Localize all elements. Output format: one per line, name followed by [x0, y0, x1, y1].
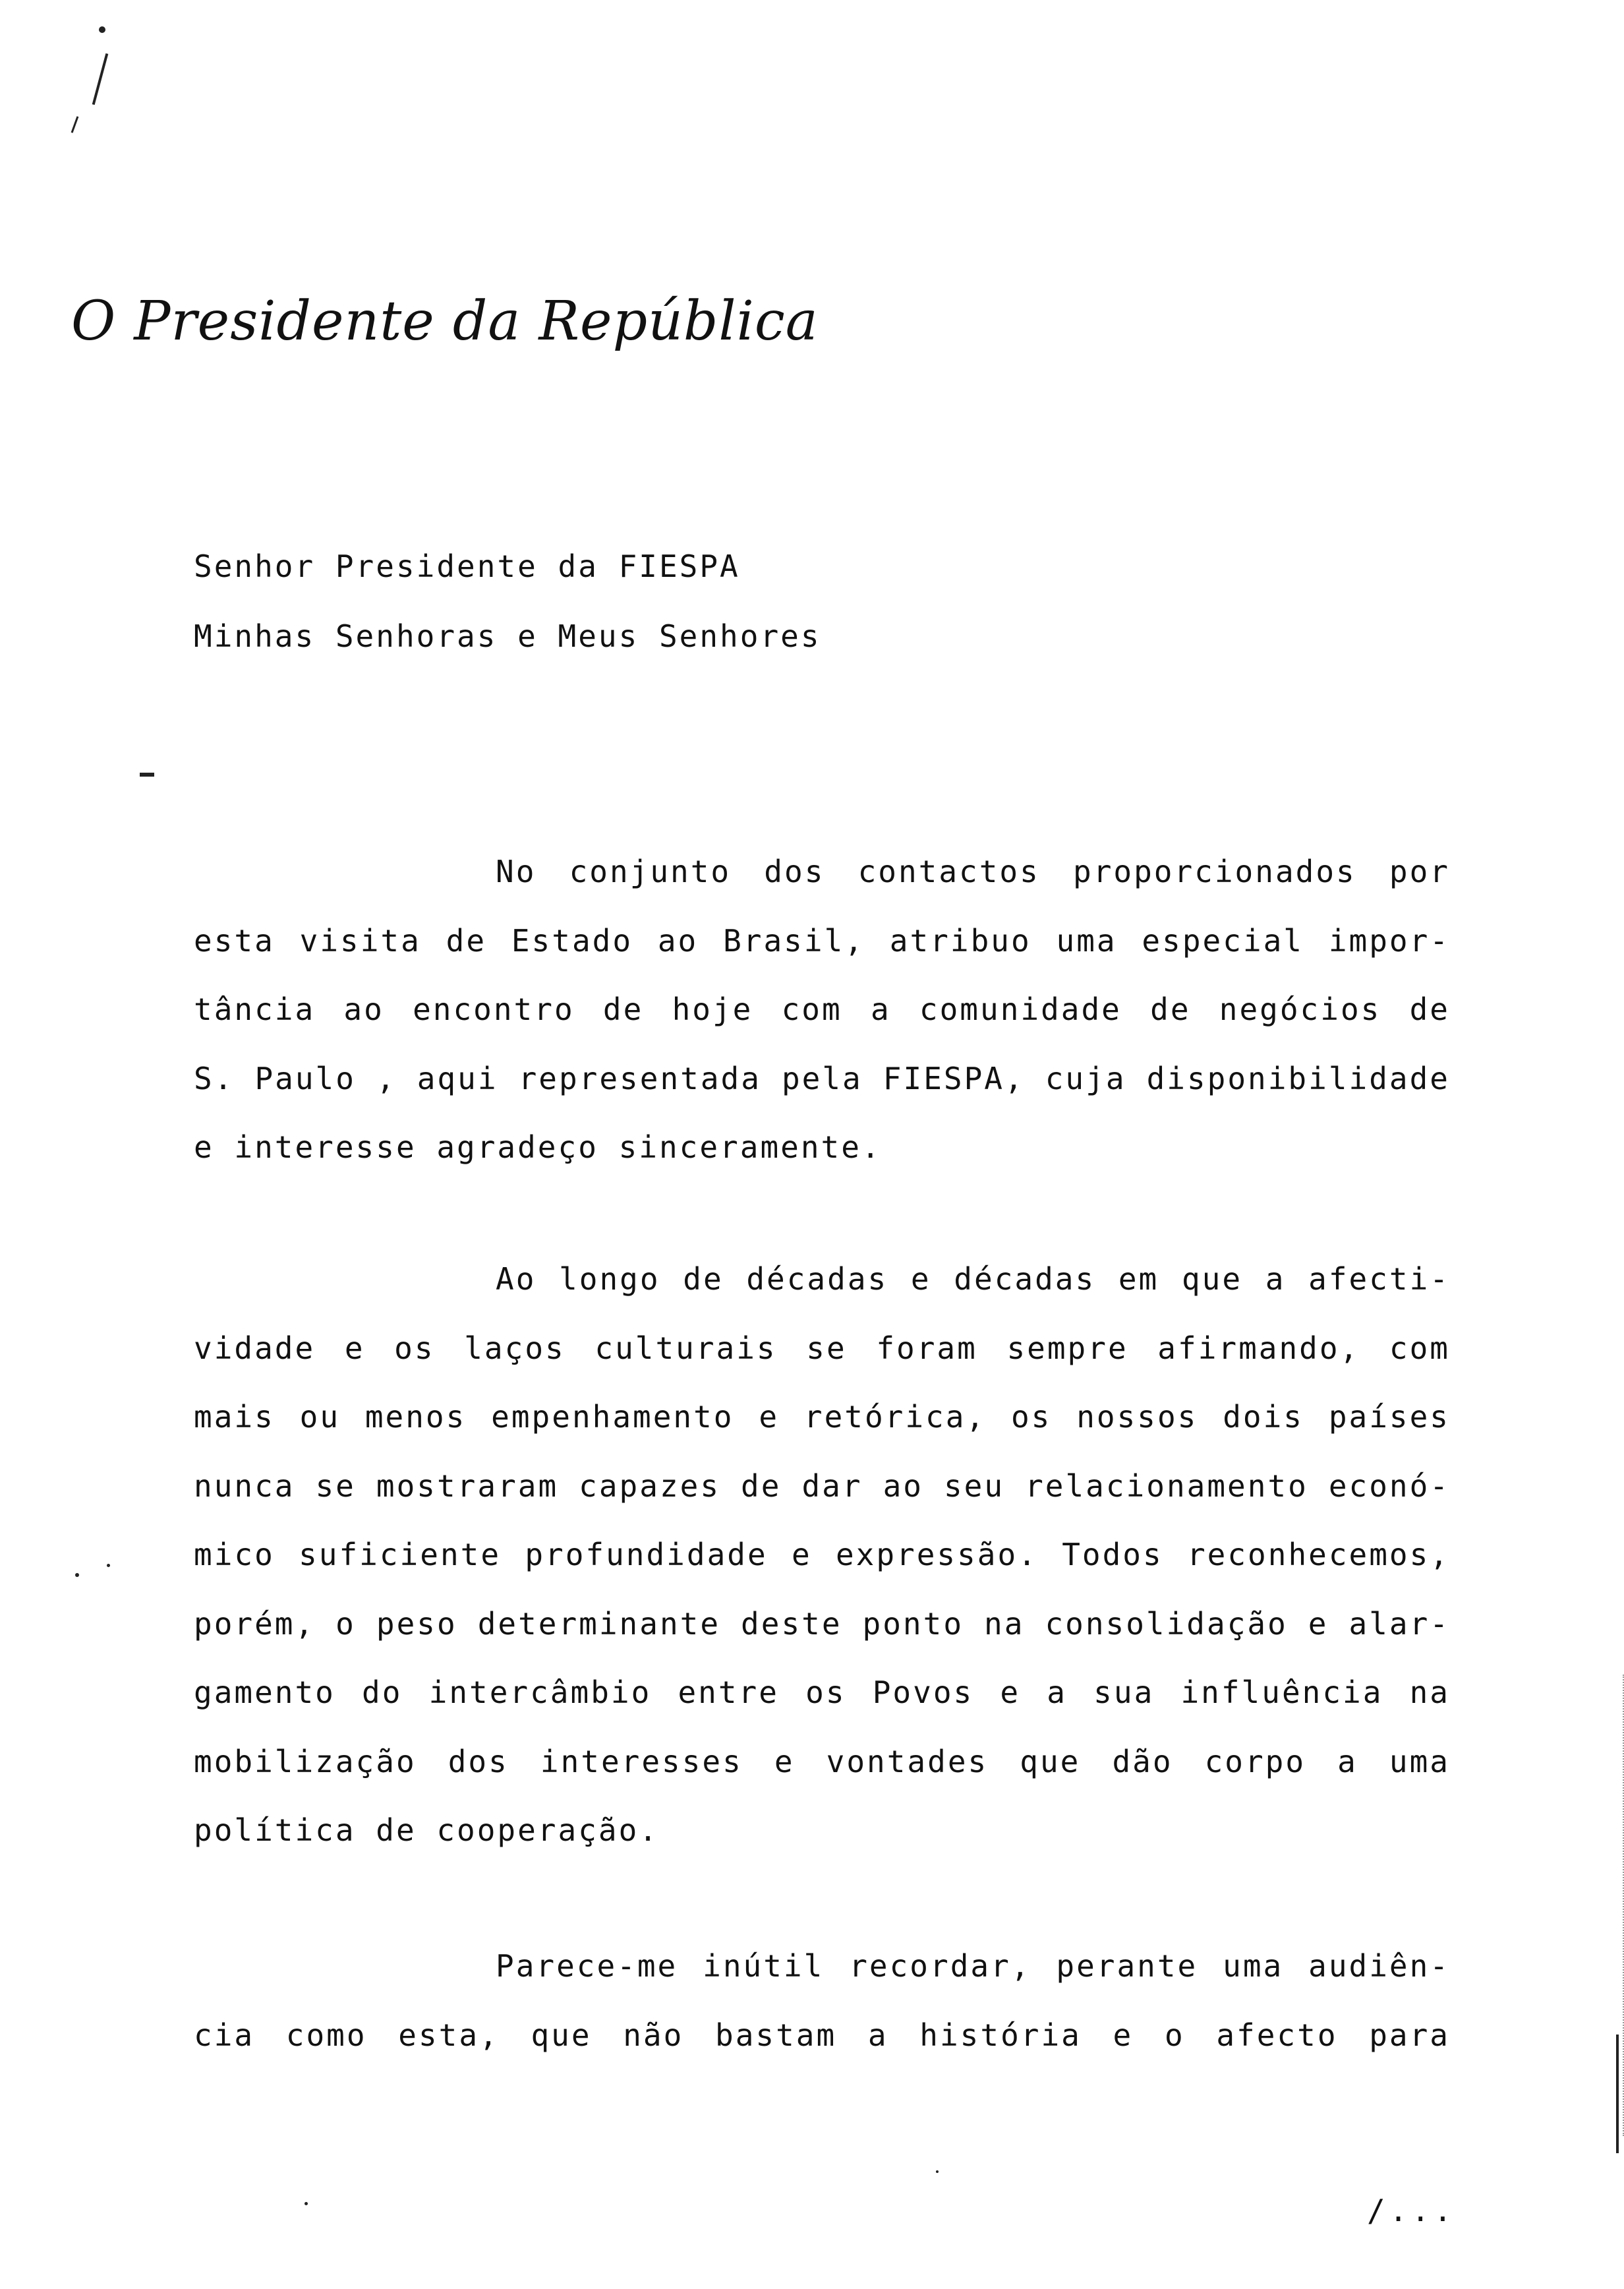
text-line: tância ao encontro de hoje com a comunidade de negócios de — [194, 992, 1450, 1027]
scan-mark — [71, 116, 79, 133]
scan-edge — [1616, 2035, 1619, 2153]
salutation-line: Minhas Senhoras e Meus Senhores — [194, 618, 821, 654]
salutation — [194, 531, 821, 671]
scan-speck — [107, 1564, 110, 1567]
text-line: Parece-me inútil recordar, perante uma audiên- — [496, 1948, 1450, 1984]
scan-speck — [99, 26, 105, 33]
text-line: S. Paulo , aqui representada pela FIESPA, cuja disponibilidade — [194, 1060, 1450, 1096]
scan-speck — [936, 2170, 939, 2173]
text-line: mais ou menos empenhamento e retórica, os nossos dois países — [194, 1399, 1450, 1435]
text-line: nunca se mostraram capazes de dar ao seu relacionamento econó- — [194, 1468, 1450, 1504]
text-line: vidade e os laços culturais se foram sempre afirmando, com — [194, 1330, 1450, 1366]
scan-mark — [140, 773, 154, 777]
text-line: No conjunto dos contactos proporcionados por — [496, 854, 1450, 889]
text-line: política de cooperação. — [194, 1812, 659, 1848]
paragraph — [194, 837, 1450, 1182]
text-line: cia como esta, que não bastam a história e o afecto para — [194, 2017, 1450, 2053]
text-line: Ao longo de décadas e décadas em que a afecti- — [496, 1261, 1450, 1297]
text-line: gamento do intercâmbio entre os Povos e a sua influência na — [194, 1675, 1450, 1710]
text-line: mobilização dos interesses e vontades que dão corpo a uma — [194, 1743, 1450, 1779]
scan-speck — [304, 2202, 308, 2205]
scan-speck — [75, 1573, 79, 1577]
text-line: e interesse agradeço sinceramente. — [194, 1129, 882, 1165]
text-line: porém, o peso determinante deste ponto na consolidação e alar- — [194, 1605, 1450, 1642]
text-line: mico suficiente profundidade e expressão. Todos reconhecemos, — [194, 1537, 1450, 1572]
salutation-line: Senhor Presidente da FIESPA — [194, 549, 740, 584]
text-line: esta visita de Estado ao Brasil, atribuo uma especial impor- — [194, 922, 1450, 959]
continuation-mark: /... — [1367, 2193, 1456, 2228]
paragraph — [194, 1932, 1450, 2069]
scan-edge — [1619, 1675, 1624, 2136]
paragraph — [194, 1245, 1450, 1865]
letterhead-title: O Presidente da República — [71, 290, 819, 353]
scan-mark — [92, 53, 109, 105]
